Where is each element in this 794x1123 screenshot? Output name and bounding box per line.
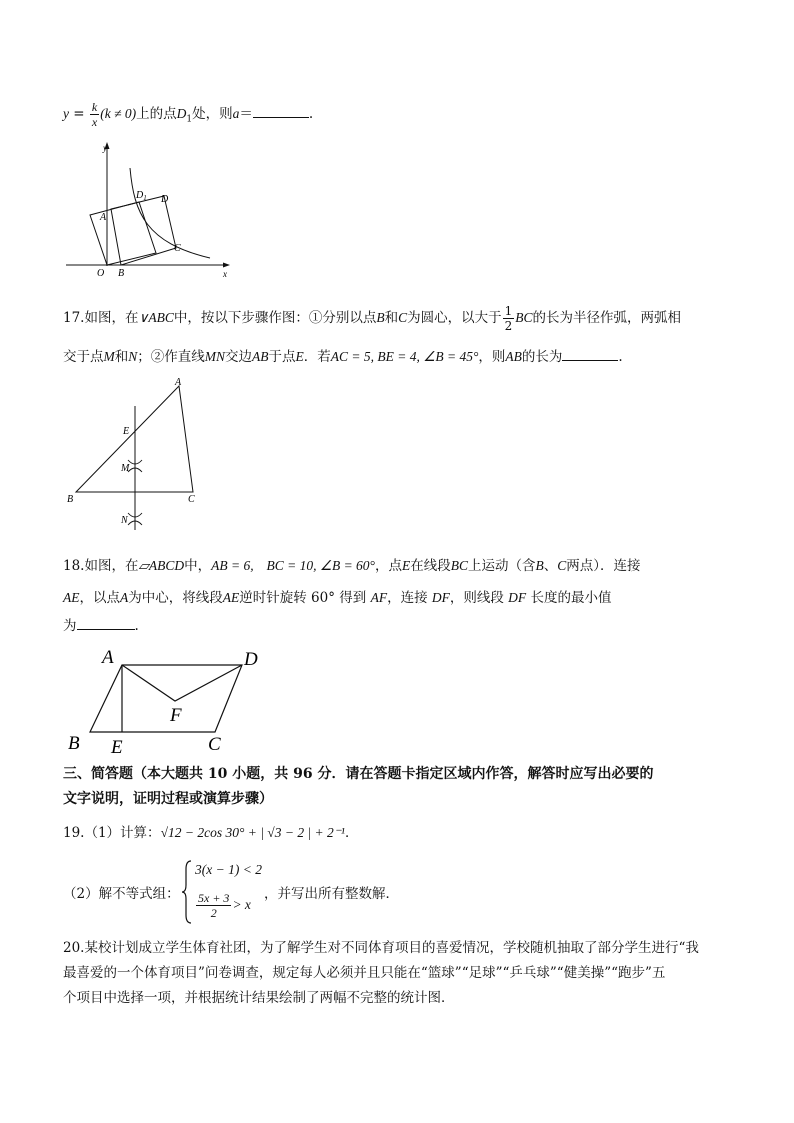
q16-fraction: [90, 100, 99, 129]
q19-part1-label: 19.（1）计算：: [63, 825, 161, 841]
fig18-label-D: D: [244, 649, 258, 670]
q19-expression: √12 − 2cos 30° + | √3 − 2 | + 2⁻¹: [160, 825, 345, 840]
brace-icon: [181, 859, 193, 925]
q18-text-k: ，连接: [387, 590, 428, 606]
q16-cond: (k ≠ 0): [100, 106, 137, 121]
q18-text-g: ，以点: [79, 590, 120, 606]
q17-line1: [63, 300, 681, 336]
fig18-parallelogram: [90, 665, 242, 732]
q16-var: a: [232, 106, 240, 121]
fig18-segments-AF-FD: [122, 665, 242, 701]
q16-line: [63, 96, 313, 132]
fig18-diagram: [62, 644, 272, 756]
q17-text-j: ，则: [478, 349, 506, 365]
fig17-label-N: N: [121, 515, 128, 526]
fig16-label-D: D: [161, 194, 169, 205]
q18-text-j: 得到: [339, 590, 367, 606]
q17-half-num: 1: [504, 304, 513, 318]
q17-text-b: 中，按以下步骤作图：①分别以点: [173, 310, 377, 326]
q19-part1: [63, 823, 358, 843]
q18-sep: 、: [543, 558, 558, 574]
q17-text-f: ；②作直线: [137, 349, 205, 365]
q18-parallelogram: ▱ABCD: [138, 558, 185, 573]
q18-text-a: 18.如图，在: [63, 558, 139, 574]
q18-cond1: AB = 6,: [211, 558, 254, 573]
q17-E: E: [295, 349, 304, 364]
q18-DF2: DF: [508, 590, 527, 605]
q18-AF: AF: [370, 590, 388, 605]
q17-AB: AB: [252, 349, 269, 364]
q17-text-a: 17.如图，在: [63, 310, 139, 326]
section3-heading-line1: 三、简答题（本大题共 10 小题，共 96 分．请在答题卡指定区域内作答，解答时应写出必要的: [63, 766, 654, 782]
fig17-label-M: M: [121, 463, 130, 474]
section3-heading-line2: 文字说明，证明过程或演算步骤）: [63, 791, 273, 807]
q19-ineq2-rest: > x: [232, 897, 251, 912]
q20-line2: 最喜爱的一个体育项目”问卷调查，规定每人必须并且只能在“篮球”“足球”“乒乓球”“健美操”“跑步”五: [63, 965, 666, 981]
fig18-label-A: A: [102, 647, 114, 668]
q19-inequality2: [195, 885, 251, 925]
q16-text3: ＝: [239, 106, 253, 122]
q17-and: 和: [384, 310, 399, 326]
q18-B: B: [535, 558, 544, 573]
fig17-label-A: A: [175, 378, 182, 388]
q19-part2-tail: ，并写出所有整数解．: [264, 886, 399, 902]
fig17-label-E: E: [123, 426, 130, 437]
q16-y: y: [63, 106, 69, 121]
q17-text-k: 的长为: [521, 349, 563, 365]
q17-and2: 和: [114, 349, 129, 365]
q19-ineq2-den: 2: [210, 906, 217, 920]
q17-half-fraction: [503, 304, 515, 333]
q18-line2: [63, 588, 611, 608]
q20-line3: 个项目中选择一项，并根据统计结果绘制了两幅不完整的统计图．: [63, 990, 455, 1006]
q16-eq: =: [69, 106, 89, 122]
q18-E: E: [401, 558, 411, 573]
fig16-diagram: [60, 138, 240, 283]
fig16-label-A: A: [100, 212, 107, 223]
q17-BC: BC: [515, 310, 533, 325]
q18-C: C: [557, 558, 567, 573]
q17-B: B: [376, 310, 385, 325]
q18-text-d: 在线段: [410, 558, 451, 574]
fig16-x-arrow: [223, 263, 230, 268]
fig16-hyperbola: [130, 168, 210, 258]
q17-text-d: 的长为半径作弧，两弧相: [532, 310, 682, 326]
q18-BC: BC: [450, 558, 468, 573]
q19-inequality1: 3(x − 1) < 2: [195, 862, 262, 877]
q18-text-l: ，则线段: [449, 590, 504, 606]
fig18-label-C: C: [208, 734, 221, 755]
fig16-label-B: B: [118, 268, 125, 279]
q18-deg: 60°: [311, 590, 335, 606]
q18-text-h: 为中心，将线段: [128, 590, 223, 606]
q16-end: .: [308, 106, 314, 122]
q16-answer-blank[interactable]: [253, 103, 309, 118]
q17-line2: [63, 346, 623, 367]
q18-A: A: [120, 590, 129, 605]
q18-text-n: 为: [63, 618, 77, 634]
q18-DF: DF: [431, 590, 450, 605]
q19-part1-end: ．: [344, 825, 359, 841]
q17-triangle: ∨ABC: [138, 310, 174, 325]
q17-end: .: [618, 349, 623, 365]
fig18-label-F: F: [170, 705, 182, 726]
q17-text-g: 交边: [225, 349, 253, 365]
fig16-label-x: x: [223, 269, 227, 279]
q19-ineq2-num: 5x + 3: [198, 891, 230, 905]
fig16-label-C: C: [174, 243, 181, 254]
q16-point: D: [176, 106, 187, 121]
q17-M: M: [103, 349, 115, 364]
fig16-label-D1: $D_1$: [136, 190, 147, 202]
q18-text-i: 逆时针旋转: [239, 590, 307, 606]
q16-frac-num: k: [91, 100, 98, 114]
q18-line1: [63, 556, 640, 576]
q18-text-f: 两点）．连接: [566, 558, 641, 574]
q18-text-m: 长度的最小值: [530, 590, 612, 606]
q17-half-den: 2: [504, 319, 513, 333]
q16-text1: 上的点: [136, 106, 177, 122]
q16-frac-den: x: [91, 115, 98, 129]
fig16-label-y: y: [103, 143, 107, 153]
q17-N: N: [128, 349, 138, 364]
q20-line1: 20.某校计划成立学生体育社团，为了解学生对不同体育项目的喜爱情况，学校随机抽取了部分学生进行“我: [63, 940, 699, 956]
q18-text-c: ，点: [374, 558, 402, 574]
q18-text-b: 中，: [184, 558, 212, 574]
q17-MN: MN: [204, 349, 226, 364]
q17-C: C: [398, 310, 408, 325]
q18-answer-blank[interactable]: [77, 615, 135, 630]
q19-part2-label: （2）解不等式组：: [63, 886, 180, 902]
fig16-square-right: [111, 196, 176, 265]
fig18-label-E: E: [111, 737, 123, 756]
q17-text-i: ．若: [303, 349, 331, 365]
q18-text-e: 上运动（含: [467, 558, 536, 574]
q17-text-c: 为圆心，以大于: [407, 310, 502, 326]
fig17-label-B: B: [67, 494, 74, 505]
q17-answer-blank[interactable]: [562, 346, 618, 361]
q17-text-h: 于点: [268, 349, 296, 365]
q17-text-e: 交于点: [63, 349, 104, 365]
q18-end: .: [134, 618, 139, 634]
q16-text2: 处，则: [192, 106, 233, 122]
q18-AE2: AE: [222, 590, 240, 605]
q18-AE: AE: [63, 590, 80, 605]
q18-line3: [63, 615, 139, 636]
fig18-label-B: B: [68, 733, 80, 754]
fig16-label-O: O: [97, 268, 105, 279]
q16-point-sub: 1: [186, 114, 193, 125]
q17-condition: AC = 5, BE = 4, ∠B = 45°: [330, 349, 479, 364]
fig17-label-C: C: [188, 494, 195, 505]
q18-cond2: BC = 10, ∠B = 60°: [266, 558, 375, 573]
q19-ineq2-fraction: [196, 891, 231, 920]
q17-AB2: AB: [505, 349, 522, 364]
fig17-diagram: [62, 378, 212, 538]
